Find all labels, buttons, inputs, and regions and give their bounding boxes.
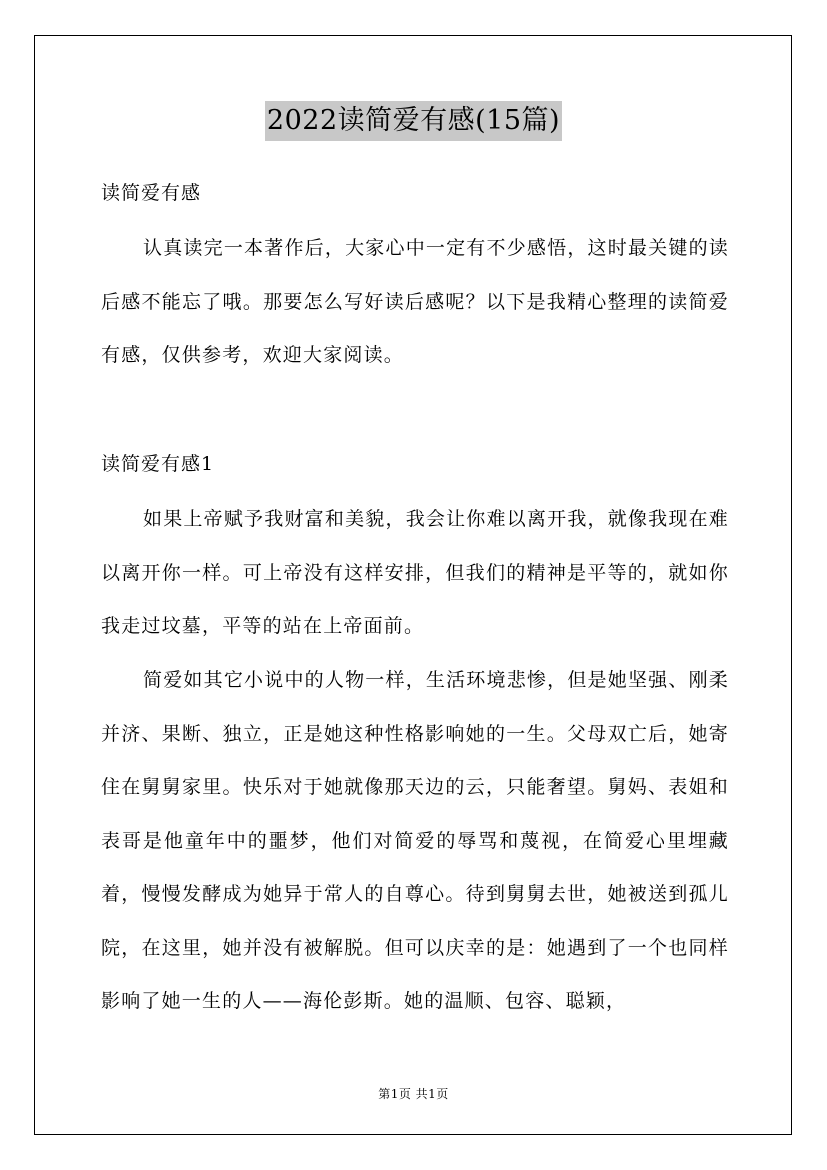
- body-paragraph-1: 如果上帝赋予我财富和美貌，我会让你难以离开我，就像我现在难以离开你一样。可上帝没有这样安排，但我们的精神是平等的，就如你我走过坟墓，平等的站在上帝面前。: [101, 508, 729, 637]
- section-heading: 读简爱有感1: [101, 453, 215, 475]
- document-title: 2022读简爱有感(15篇): [265, 101, 562, 141]
- intro-paragraph: 认真读完一本著作后，大家心中一定有不少感悟，这时最关键的读后感不能忘了哦。那要怎么写好读后感呢？以下是我精心整理的读简爱有感，仅供参考，欢迎大家阅读。: [101, 237, 729, 366]
- title-container: [0, 101, 827, 141]
- page-footer: 第1页 共1页: [378, 1087, 449, 1101]
- intro-heading: 读简爱有感: [101, 182, 202, 204]
- body-paragraph-2: 简爱如其它小说中的人物一样，生活环境悲惨，但是她坚强、刚柔并济、果断、独立，正是她这种性格影响她的一生。父母双亡后，她寄住在舅舅家里。快乐对于她就像那天边的云，只能奢望。舅妈、表姐和表哥是他童年中的噩梦，他们对简爱的辱骂和蔑视，在简爱心里埋藏着，慢慢发酵成为她异于常人的自尊心。待到舅舅去世，她被送到孤儿院，在这里，她并没有被解脱。但可以庆幸的是：她遇到了一个也同样影响了她一生的人——海伦彭斯。她的温顺、包容、聪颖，: [101, 669, 729, 1012]
